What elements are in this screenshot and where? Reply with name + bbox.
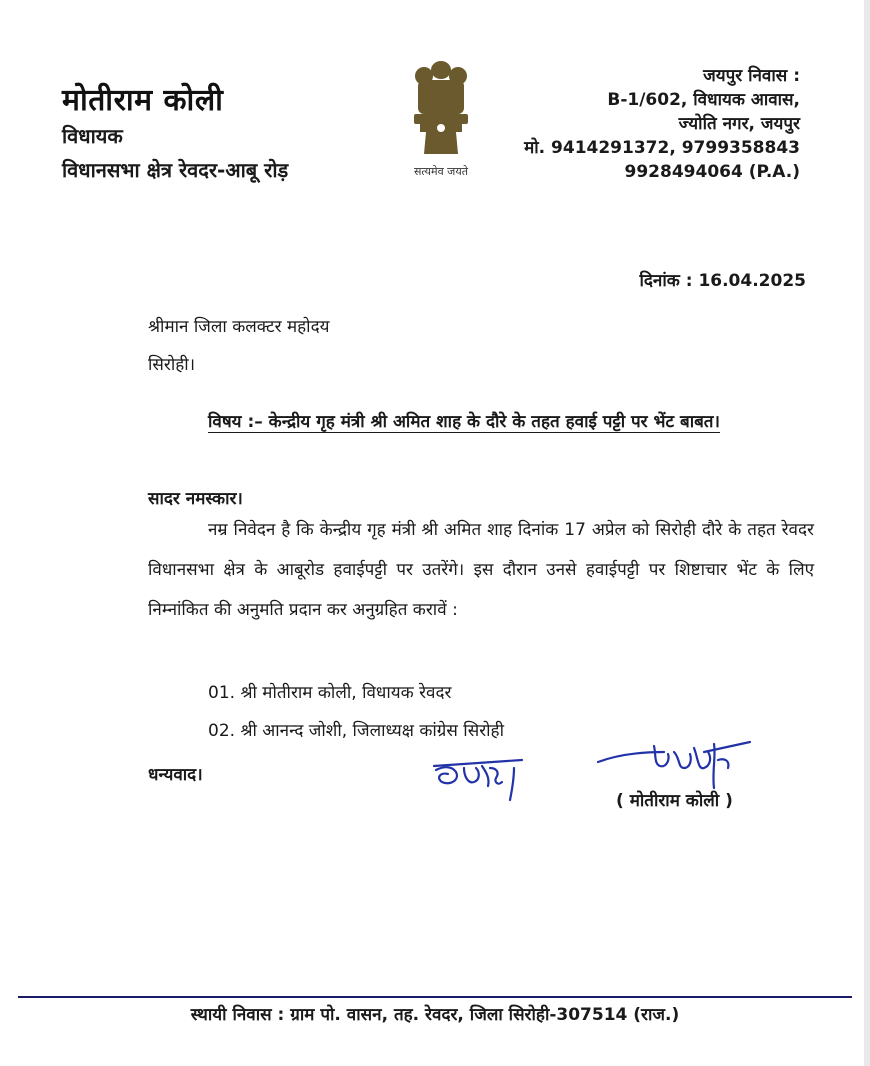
address-line: ज्योति नगर, जयपुर	[678, 114, 800, 134]
address-line: B-1/602, विधायक आवास,	[607, 90, 800, 110]
letter-date: दिनांक : 16.04.2025	[639, 271, 806, 291]
signatory-name: ( मोतीराम कोली )	[616, 791, 733, 811]
pa-phone-number: 9928494064 (P.A.)	[624, 162, 800, 182]
letter-body: नम्र निवेदन है कि केन्द्रीय गृह मंत्री श्री अमित शाह दिनांक 17 अप्रेल को सिरोही दौरे के तहत रेवदर विधानसभा क्षेत्र के आबूरोड हवाईपट्टी पर उतरेंगे। इस दौरान उनसे हवाईपट्टी पर शिष्टाचार भेंट के लिए निम्नांकित की अनुमति प्रदान कर अनुग्रहित करावें :	[148, 520, 814, 620]
address-label: जयपुर निवास :	[703, 66, 800, 86]
residence-address	[470, 64, 800, 184]
footer-divider	[18, 996, 852, 998]
phone-numbers: मो. 9414291372, 9799358843	[524, 138, 800, 158]
sender-name: मोतीराम कोली	[62, 83, 224, 118]
emblem-motto: सत्यमेव जयते	[413, 165, 468, 178]
handwritten-note	[430, 752, 526, 808]
letter-subject	[208, 400, 814, 444]
closing-thanks: धन्यवाद।	[148, 765, 203, 785]
sender-constituency: विधानसभा क्षेत्र रेवदर-आबू रोड़	[62, 158, 289, 182]
list-item: 01. श्री मोतीराम कोली, विधायक रेवदर	[208, 683, 452, 703]
subject-text: विषय :– केन्द्रीय गृह मंत्री श्री अमित शाह के दौरे के तहत हवाई पट्टी पर भेंट बाबत।	[208, 412, 720, 432]
recipient-line: श्रीमान जिला कलक्टर महोदय	[148, 317, 330, 337]
page-edge	[864, 0, 870, 1066]
permanent-address: स्थायी निवास : ग्राम पो. वासन, तह. रेवदर, जिला सिरोही-307514 (राज.)	[190, 1005, 680, 1025]
recipient-place: सिरोही।	[148, 355, 196, 375]
sender-role: विधायक	[62, 124, 123, 148]
list-item: 02. श्री आनन्द जोशी, जिलाध्यक्ष कांग्रेस सिरोही	[208, 721, 504, 741]
handwritten-note-text: सादर।	[478, 806, 481, 807]
salutation: सादर नमस्कार।	[148, 489, 243, 509]
